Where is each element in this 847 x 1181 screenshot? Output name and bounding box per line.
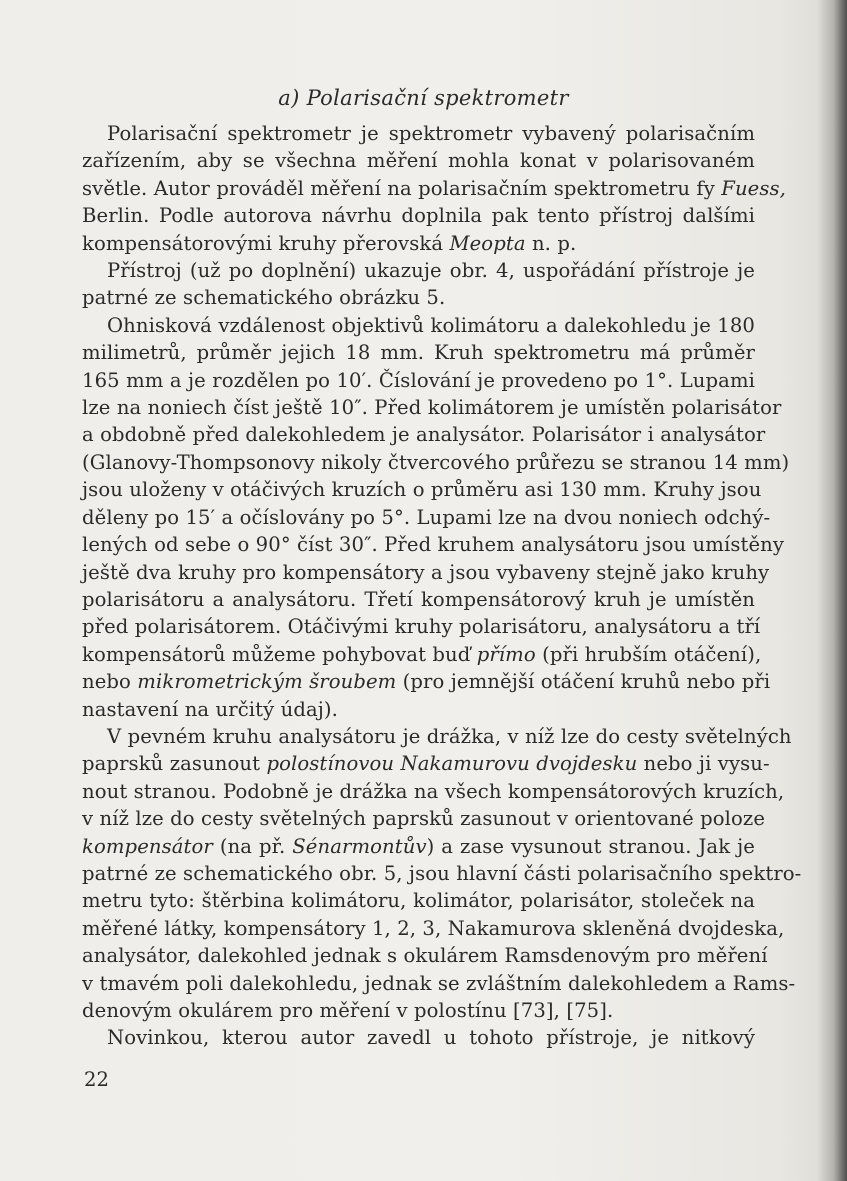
section-heading: a) Polarisační spektrometr [278,86,569,110]
text-segment: v níž lze do cesty světelných paprsků zasunout v orientované poloze [82,807,766,831]
text-segment: ) a zase vysunout stranou. Jak je [426,834,755,858]
text-segment: (pro jemnější otáčení kruhů nebo při [396,670,771,694]
text-segment: analysátor, dalekohled jednak s okulárem Ramsdenovým pro měření [82,944,768,968]
text-segment: před polarisátorem. Otáčivými kruhy polarisátoru, analysátoru a tří [82,615,761,639]
text-segment: světle. Autor prováděl měření na polarisačním spektrometru fy [82,176,722,200]
text-segment: kompensátor [82,834,213,858]
text-segment: Fuess, [721,176,787,200]
text-line [82,531,785,558]
text-segment: přímo [476,642,536,666]
text-line [82,668,771,695]
text-line [82,449,790,476]
text-segment: 165 mm a je rozdělen po 10′. Číslování je provedeno po 1°. Lupami [82,368,755,392]
text-line [82,257,755,284]
text-segment: Berlin. Podle autorova návrhu doplnila pak tento přístroj dalšími [82,204,755,228]
body-text [82,120,802,1052]
text-line [82,778,785,805]
text-segment: paprsků zasunout [82,752,267,776]
text-line [82,175,787,202]
text-segment: děleny po 15′ a očíslovány po 5°. Lupami lze na dvou noniech odchý- [82,505,771,529]
text-line [82,476,762,503]
text-segment: lených od sebe o 90° číst 30″. Před kruhem analysátoru jsou umístěny [82,533,785,557]
text-line [82,230,755,257]
text-segment: metru tyto: štěrbina kolimátoru, kolimátor, polarisátor, stoleček na [82,889,755,913]
text-line [82,887,755,914]
text-segment: lze na noniech číst ještě 10″. Před kolimátorem je umístěn polarisátor [82,396,782,420]
text-line [82,997,755,1024]
text-segment: kompensátorovými kruhy přerovská [82,231,450,255]
paragraph [82,120,787,257]
text-line [82,559,770,586]
text-line [82,723,792,750]
text-line [82,586,755,613]
text-segment: Meopta [449,231,526,255]
text-line [82,504,771,531]
text-segment: a obdobně před dalekohledem je analysátor. Polarisátor i analysátor [82,423,766,447]
text-segment: V pevném kruhu analysátoru je drážka, v níž lze do cesty světelných [107,724,792,748]
text-segment: Sénarmontův [292,834,427,858]
paragraph [82,723,802,1024]
text-segment: jsou uloženy v otáčivých kruzích o průměru asi 130 mm. Kruhy jsou [82,478,762,502]
text-segment: mikrometrickým šroubem [137,670,397,694]
text-line [82,284,755,311]
text-segment: nebo ji vysu- [637,752,770,776]
text-line [82,120,755,147]
text-line [82,860,802,887]
text-segment: Novinkou, kterou autor zavedl u tohoto přístroje, je nitkový [107,1026,755,1050]
paragraph [82,312,790,723]
text-line [82,367,755,394]
text-segment: Přístroj (už po doplnění) ukazuje obr. 4, uspořádání přístroje je [107,259,755,283]
text-segment: patrné ze schematického obrázku 5. [82,286,446,310]
text-line [82,696,755,723]
text-line [82,970,796,997]
text-segment: milimetrů, průměr jejich 18 mm. Kruh spektrometru má průměr [82,341,755,365]
text-segment: denovým okulárem pro měření v polostínu [73], [75]. [82,999,614,1022]
text-segment: patrné ze schematického obr. 5, jsou hlavní části polarisačního spektro- [82,861,802,885]
text-segment: n. p. [525,231,577,255]
text-segment: (na př. [212,834,293,858]
text-line [82,394,782,421]
text-line [82,421,766,448]
text-segment: v tmavém poli dalekohledu, jednak se zvláštním dalekohledem a Rams- [82,971,796,995]
text-segment: (při hrubším otáčení), [535,642,762,666]
text-segment: zařízením, aby se všechna měření mohla konat v polarisovaném [82,149,755,173]
text-segment: ještě dva kruhy pro kompensátory a jsou vybaveny stejně jako kruhy [82,560,770,584]
text-line [82,833,755,860]
text-segment: (Glanovy-Thompsonovy nikoly čtvercového průřezu se stranou 14 mm) [82,450,790,474]
text-segment: kompensátorů můžeme pohybovat buď [82,642,477,666]
text-line [82,942,768,969]
text-line [82,805,766,832]
paragraph [82,257,755,312]
text-line [82,202,755,229]
page-number: 22 [84,1068,109,1091]
text-segment: polostínovou Nakamurovu dvojdesku [266,752,638,776]
text-line [82,339,755,366]
text-segment: polarisátoru a analysátoru. Třetí kompensátorový kruh je umístěn [82,587,755,611]
text-line [82,312,755,339]
text-segment: měřené látky, kompensátory 1, 2, 3, Nakamurova skleněná dvojdeska, [82,916,785,940]
text-segment: Ohnisková vzdálenost objektivů kolimátoru a dalekohledu je 180 [107,313,755,337]
text-line [82,1024,755,1051]
text-line [82,750,770,777]
text-line [82,147,755,174]
book-spine-shadow [817,0,847,1181]
text-line [82,915,785,942]
text-segment: nastavení na určitý údaj). [82,697,339,721]
paragraph [82,1024,755,1051]
text-segment: Polarisační spektrometr je spektrometr vybavený polarisačním [107,122,755,145]
text-segment: nebo [82,670,138,694]
text-line [82,613,761,640]
text-segment: nout stranou. Podobně je drážka na všech kompensátorových kruzích, [82,779,785,803]
text-line [82,641,762,668]
